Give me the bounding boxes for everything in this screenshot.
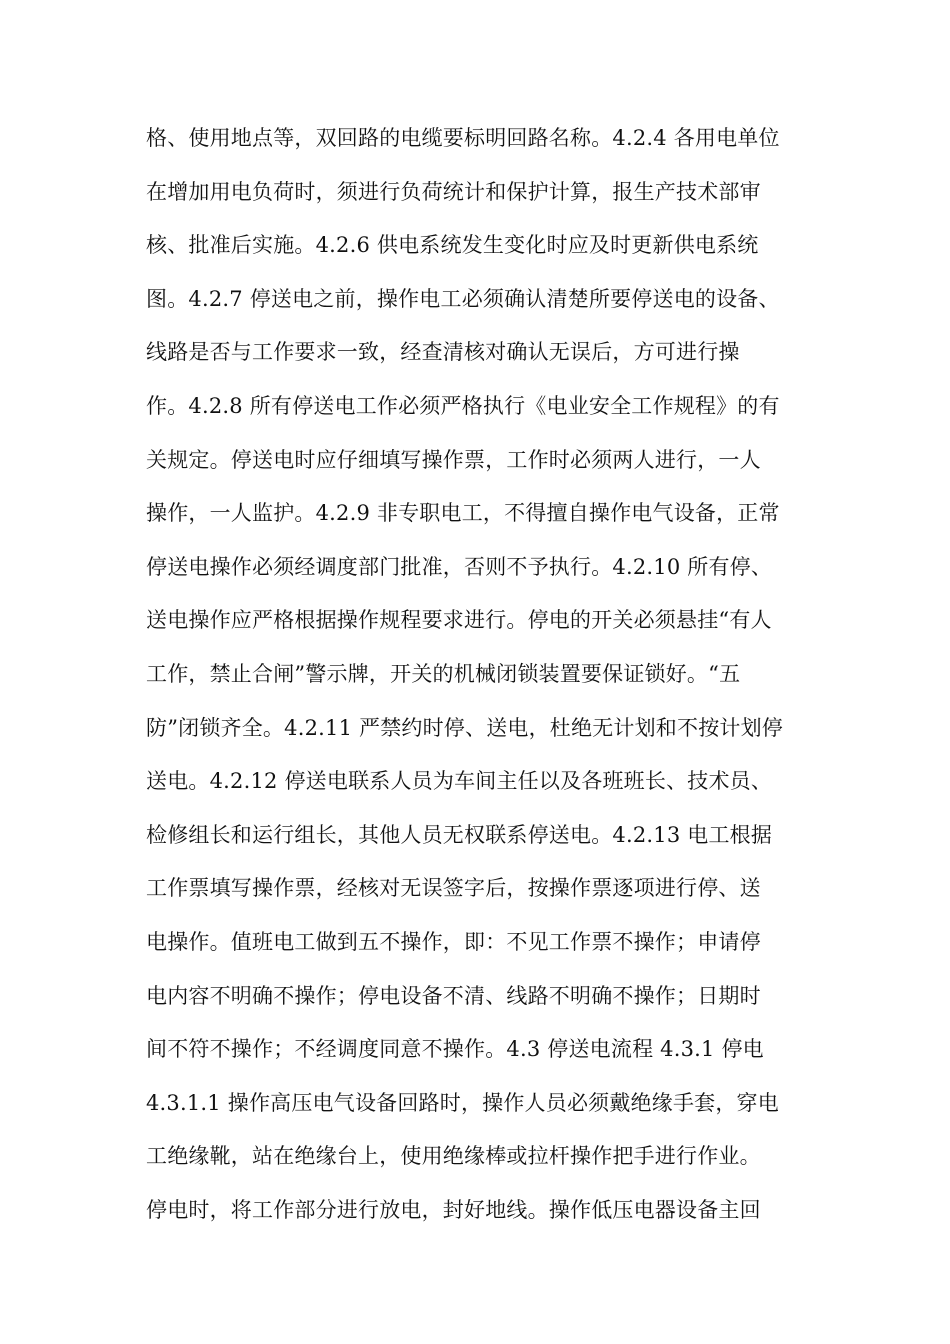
text-line: 间不符不操作；不经调度同意不操作。4.3 停送电流程 4.3.1 停电 bbox=[146, 1037, 764, 1062]
text-line: 线路是否与工作要求一致，经查清核对确认无误后，方可进行操 bbox=[146, 340, 740, 365]
text-line: 图。4.2.7 停送电之前，操作电工必须确认清楚所要停送电的设备、 bbox=[146, 286, 780, 311]
text-line: 核、批准后实施。4.2.6 供电系统发生变化时应及时更新供电系统 bbox=[146, 233, 759, 258]
text-line: 送电操作应严格根据操作规程要求进行。停电的开关必须悬挂“有人 bbox=[146, 608, 772, 633]
text-line: 电内容不明确不操作；停电设备不清、线路不明确不操作；日期时 bbox=[146, 983, 761, 1008]
text-line: 送电。4.2.12 停送电联系人员为车间主任以及各班班长、技术员、 bbox=[146, 769, 773, 794]
text-line: 停电时，将工作部分进行放电，封好地线。操作低压电器设备主回 bbox=[146, 1197, 761, 1222]
text-line: 工作票填写操作票，经核对无误签字后，按操作票逐项进行停、送 bbox=[146, 876, 761, 901]
text-line: 电操作。值班电工做到五不操作，即：不见工作票不操作；申请停 bbox=[146, 929, 761, 954]
text-line: 在增加用电负荷时，须进行负荷统计和保护计算，报生产技术部审 bbox=[146, 179, 761, 204]
text-line: 工绝缘靴，站在绝缘台上，使用绝缘棒或拉杆操作把手进行作业。 bbox=[146, 1144, 761, 1169]
text-line: 工作，禁止合闸”警示牌，开关的机械闭锁装置要保证锁好。“五 bbox=[146, 661, 741, 686]
text-line: 防”闭锁齐全。4.2.11 严禁约时停、送电，杜绝无计划和不按计划停 bbox=[146, 715, 784, 740]
body-text bbox=[146, 118, 826, 1243]
text-line: 检修组长和运行组长，其他人员无权联系停送电。4.2.13 电工根据 bbox=[146, 822, 773, 847]
text-line: 4.3.1.1 操作高压电气设备回路时，操作人员必须戴绝缘手套，穿电 bbox=[146, 1090, 779, 1115]
text-line: 停送电操作必须经调度部门批准，否则不予执行。4.2.10 所有停、 bbox=[146, 554, 773, 579]
text-line: 作。4.2.8 所有停送电工作必须严格执行《电业安全工作规程》的有 bbox=[146, 393, 780, 418]
text-line: 操作，一人监护。4.2.9 非专职电工，不得擅自操作电气设备，正常 bbox=[146, 501, 780, 526]
text-line: 关规定。停送电时应仔细填写操作票，工作时必须两人进行，一人 bbox=[146, 447, 761, 472]
text-line: 格、使用地点等，双回路的电缆要标明回路名称。4.2.4 各用电单位 bbox=[146, 126, 780, 150]
